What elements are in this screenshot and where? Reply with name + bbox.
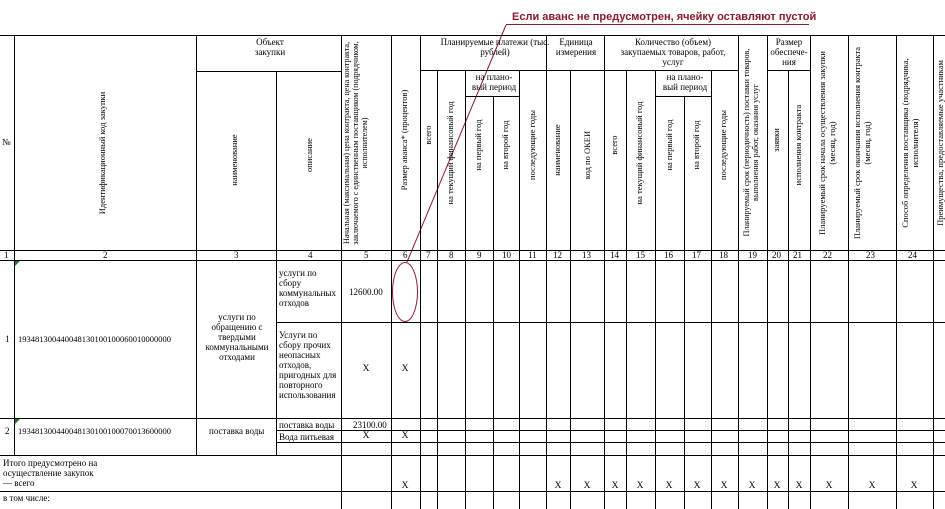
row-nmck: X: [362, 431, 370, 441]
col-number: 11: [528, 250, 537, 260]
header-qty-plan-period: на плано-вый период: [662, 72, 708, 92]
header-qty-next-years: последующие годы: [718, 110, 728, 180]
total-x: X: [554, 481, 562, 491]
col-number: 1: [4, 250, 9, 260]
col-number: 16: [664, 250, 673, 260]
col-number: 13: [582, 250, 591, 260]
header-qty-cur-year: на текущий финансовый год: [634, 101, 644, 205]
empty-advance-highlight: [392, 262, 418, 322]
row-object-desc: Услуги по сбору прочих неопасных отходов, пригодных для повторного использования: [279, 330, 337, 400]
header-qty-second-year: на второй год: [691, 120, 701, 170]
header-periodicity: Планируемый срок (периодичность) поставки товаров, выполнения работ, оказания услуг: [742, 48, 760, 237]
col-number: 6: [403, 250, 408, 260]
col-number: 9: [477, 250, 482, 260]
total-x: X: [910, 481, 918, 491]
header-ident-code: Идентификационный код закупки: [97, 91, 107, 215]
col-number: 2: [103, 250, 108, 260]
col-number: 19: [748, 250, 757, 260]
header-unit-name: наименование: [552, 124, 562, 176]
col-number: 3: [234, 250, 239, 260]
row-nmck: 23100.00: [353, 420, 387, 430]
row-nmck: X: [362, 364, 370, 374]
header-sec-app: заявки: [771, 128, 781, 152]
total-x: X: [583, 481, 591, 491]
header-qty-first-year: на первый год: [664, 119, 674, 171]
header-pay-cur-year: на текущий финансовый год: [445, 101, 455, 205]
header-pay-total: всего: [423, 125, 433, 145]
col-number: 24: [908, 250, 917, 260]
col-number: 12: [553, 250, 562, 260]
header-start: Планируемый срок начала осуществления закупки (месяц, год): [817, 51, 837, 235]
header-qty-total: всего: [609, 135, 619, 155]
total-x: X: [748, 481, 756, 491]
row-advance: X: [401, 431, 409, 441]
header-pay-plan-period: на плано-вый период: [471, 72, 517, 92]
row-nmck: 12600.00: [349, 287, 383, 297]
header-security: Размер обеспече-ния: [770, 37, 808, 67]
header-pay-next-years: последующие годы: [527, 110, 537, 180]
header-object: Объект закупки: [254, 37, 286, 57]
header-pay-first-year: на первый год: [473, 119, 483, 171]
header-okei: код по ОКЕИ: [582, 130, 592, 180]
row-object-name: услуги по обращению с твердыми коммунальными отходами: [205, 312, 269, 362]
col-number: 20: [772, 250, 781, 260]
header-quantity: Количество (объем) закупаемых товаров, работ, услуг: [620, 37, 726, 67]
row-ident-code: 193481300440048130100100070013600000: [18, 426, 171, 436]
total-x: X: [611, 481, 619, 491]
row-advance: X: [401, 364, 409, 374]
header-payments: Планируемые платежи (тыс. рублей): [440, 37, 550, 57]
total-x: X: [795, 481, 803, 491]
total-x: X: [693, 481, 701, 491]
row-object-desc: услуги по сбору коммунальных отходов: [279, 268, 336, 308]
total-x: X: [825, 481, 833, 491]
header-num: №: [2, 137, 11, 147]
header-nmck: Начальная (максимальная) цена контракта, цена контракта, заключаемого с единственным поставщиком (подрядчиком, исполнителем): [342, 41, 369, 245]
col-number: 23: [866, 250, 875, 260]
row-object-desc: поставка воды: [279, 420, 335, 430]
col-number: 22: [823, 250, 832, 260]
row-ident-code: 193481300440048130100100060010000000: [18, 334, 171, 344]
row-num: 1: [5, 334, 10, 344]
header-pay-second-year: на второй год: [500, 120, 510, 170]
col-number: 10: [502, 250, 511, 260]
header-end: Планируемый срок окончания исполнения контракта (месяц, год): [852, 46, 872, 240]
row-object-name: поставка воды: [209, 426, 265, 436]
total-x: X: [868, 481, 876, 491]
col-number: 8: [449, 250, 454, 260]
col-number: 5: [364, 250, 369, 260]
header-advance: Размер аванса* (процентов): [399, 89, 409, 191]
col-number: 21: [793, 250, 802, 260]
col-number: 18: [719, 250, 728, 260]
row-object-desc: Вода питьевая: [279, 432, 334, 442]
total-x: X: [773, 481, 781, 491]
col-number: 15: [636, 250, 645, 260]
col-number: 14: [610, 250, 619, 260]
total-x: X: [720, 481, 728, 491]
total-x: X: [665, 481, 673, 491]
header-method: Способ определения поставщика (подрядчика, исполнителя): [900, 58, 920, 228]
header-advantages: Преимущества, предоставляемые участникам: [935, 60, 945, 226]
header-object-desc: описание: [304, 138, 314, 172]
header-object-name: наименование: [229, 134, 239, 186]
total-label: Итого предусмотрено на осуществление закупок — всего: [3, 458, 98, 488]
col-number: 4: [308, 250, 313, 260]
header-sec-contract: исполнения контракта: [793, 104, 803, 186]
col-number: 7: [426, 250, 431, 260]
row-num: 2: [5, 426, 10, 436]
total-x: X: [636, 481, 644, 491]
total-x: X: [401, 481, 409, 491]
incl-label: в том числе:: [3, 493, 50, 503]
callout-note: Если аванс не предусмотрен, ячейку оставляют пустой: [512, 11, 817, 23]
header-unit: Единица измерения: [555, 37, 597, 57]
col-number: 17: [692, 250, 701, 260]
